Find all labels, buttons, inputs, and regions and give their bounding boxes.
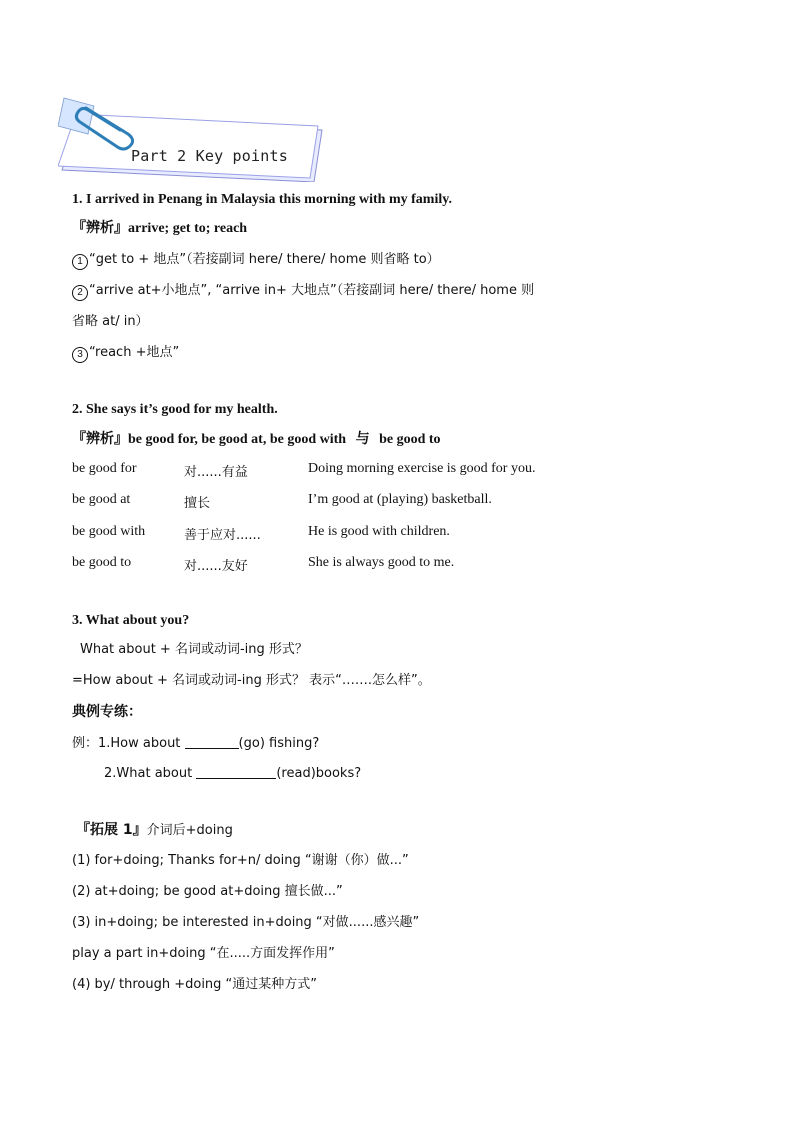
section2-analysis: 『辨析』be good for, be good at, be good with 与 be good to (72, 431, 441, 447)
extension-line: play a part in+doing “在.....方面发挥作用” (72, 946, 335, 961)
section1-analysis (72, 219, 247, 238)
table-row: be good at 擅长 I’m good at (playing) basketball. (72, 492, 492, 511)
practice-title: 典例专练： (72, 704, 142, 720)
extension-line: (4) by/ through +doing “通过某种方式” (72, 977, 318, 992)
banner-title: Part 2 Key points (131, 147, 288, 165)
section1-item-3: 3 “reach +地点” (72, 344, 179, 363)
table-row: be good to 对......友好 She is always good to me. (72, 555, 455, 574)
circled-number: 2 (72, 285, 88, 301)
section3-heading: 3. What about you? (72, 613, 190, 628)
example-1: 例：1.How about (go) fishing? (72, 736, 320, 751)
section1-item-2-cont: 省略 at/ in） (72, 314, 149, 329)
section3-line2: =How about + 名词或动词-ing 形式？ 表示“…….怎么样”。 (72, 673, 431, 688)
table-row: be good with 善于应对...... He is good with children. (72, 524, 450, 543)
answer-blank[interactable] (185, 734, 239, 749)
section1-item-2: 2 “arrive at+小地点”, “arrive in+ 大地点”（若接副词 here/ there/ home 则 (72, 282, 534, 301)
circled-number: 1 (72, 254, 88, 270)
analysis-label: 『辨析』 (72, 220, 128, 236)
extension-line: (1) for+doing; Thanks for+n/ doing “谢谢（你）做...” (72, 853, 409, 868)
key-points-banner (58, 94, 330, 182)
example-2: 2.What about (read)books? (104, 766, 362, 781)
section2-heading: 2. She says it’s good for my health. (72, 402, 278, 417)
section3-line1: What about + 名词或动词-ing 形式？ (80, 642, 308, 657)
answer-blank[interactable] (196, 764, 276, 779)
circled-number: 3 (72, 347, 88, 363)
extension-line: (2) at+doing; be good at+doing 擅长做...” (72, 884, 343, 899)
section1-item-1: 1 “get to + 地点”（若接副词 here/ there/ home 则省略 to） (72, 251, 440, 270)
analysis-text: arrive; get to; reach (128, 221, 248, 236)
section1-heading: 1. I arrived in Penang in Malaysia this morning with my family. (72, 192, 452, 207)
extension-line: (3) in+doing; be interested in+doing “对做......感兴趣” (72, 915, 420, 930)
extension-title: 『拓展 1』介词后+doing (76, 822, 233, 838)
table-row: be good for 对......有益 Doing morning exercise is good for you. (72, 461, 536, 480)
